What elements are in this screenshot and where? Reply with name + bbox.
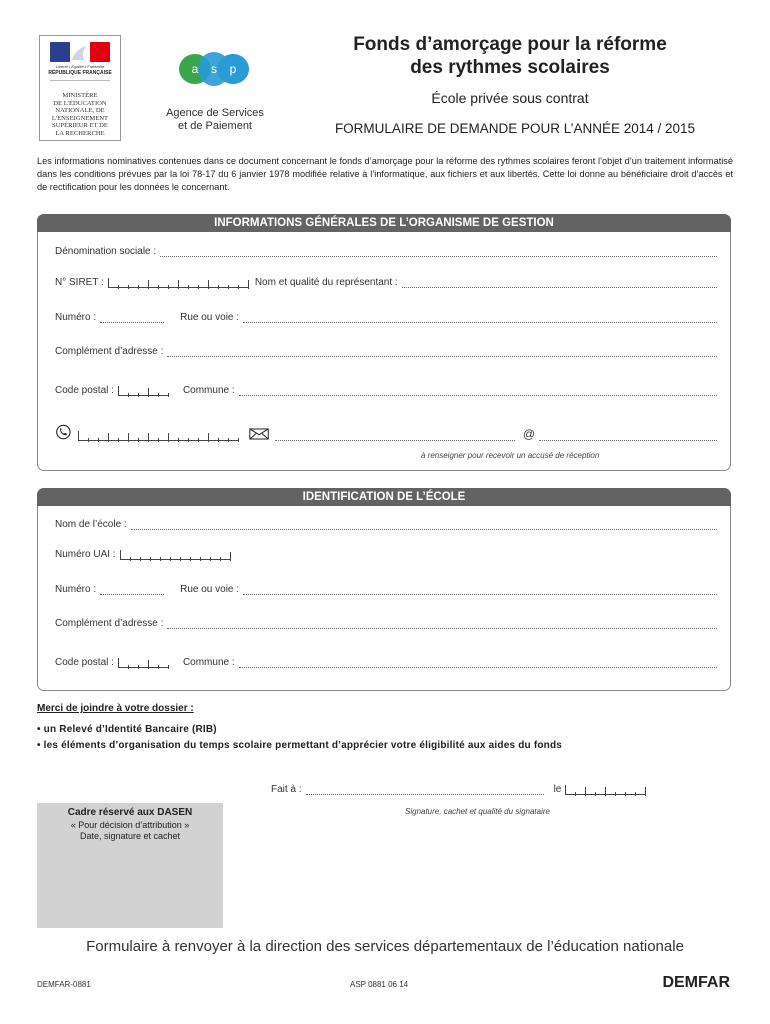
nom-ecole-field[interactable] bbox=[131, 519, 717, 530]
address-row bbox=[55, 584, 717, 595]
fait-row bbox=[271, 784, 691, 795]
commune-field[interactable] bbox=[239, 385, 717, 396]
ministry-line: DE L'ÉDUCATION bbox=[53, 99, 107, 107]
siret-label: N° SIRET : bbox=[55, 277, 104, 288]
nom-ecole-label: Nom de l’école : bbox=[55, 519, 127, 530]
rf-name: RÉPUBLIQUE FRANÇAISE bbox=[48, 70, 112, 76]
postal-row bbox=[55, 657, 717, 668]
title-line: des rythmes scolaires bbox=[410, 57, 610, 78]
dasen-title: Cadre réservé aux DASEN bbox=[67, 807, 193, 818]
commune-label: Commune : bbox=[182, 385, 235, 396]
section-ecole bbox=[37, 488, 731, 691]
rue-label: Rue ou voie : bbox=[180, 584, 240, 595]
numero-field[interactable] bbox=[100, 312, 164, 323]
code-postal-label: Code postal : bbox=[55, 657, 114, 668]
address-row bbox=[55, 312, 717, 323]
documents-title: Merci de joindre à votre dossier : bbox=[37, 703, 194, 714]
form-year-title: FORMULAIRE DE DEMANDE POUR L’ANNÉE 2014 / 2015 bbox=[334, 121, 696, 136]
document-item-rib: • un Relevé d’Identité Bancaire (RIB) bbox=[37, 724, 217, 735]
contact-row bbox=[55, 423, 717, 441]
at-sign: @ bbox=[522, 427, 535, 441]
complement-row bbox=[55, 346, 717, 357]
rue-field[interactable] bbox=[243, 312, 717, 323]
page-title bbox=[330, 33, 690, 79]
section-title: INFORMATIONS GÉNÉRALES DE L’ORGANISME DE GESTION bbox=[37, 214, 731, 232]
ministry-line: MINISTÈRE bbox=[62, 92, 98, 99]
siret-boxes[interactable] bbox=[108, 278, 249, 288]
nom-ecole-row bbox=[55, 519, 717, 530]
title-line: Fonds d’amorçage pour la réforme bbox=[353, 34, 667, 55]
footer-center: ASP 0881 06 14 bbox=[350, 980, 409, 989]
numero-field[interactable] bbox=[100, 584, 164, 595]
asp-letter: p bbox=[229, 62, 237, 76]
representant-label: Nom et qualité du représentant : bbox=[254, 277, 398, 288]
rue-label: Rue ou voie : bbox=[180, 312, 240, 323]
footer-left: DEMFAR-0881 bbox=[37, 980, 91, 989]
complement-label: Complément d’adresse : bbox=[55, 618, 164, 629]
fait-label: Fait à : bbox=[271, 784, 302, 795]
phone-icon bbox=[55, 423, 72, 441]
ministry-line: SUPÉRIEUR ET DE bbox=[52, 122, 108, 130]
school-type: École privée sous contrat bbox=[431, 90, 589, 106]
fait-field[interactable] bbox=[306, 784, 544, 795]
asp-name-line: Agence de Services bbox=[166, 107, 264, 119]
denomination-row bbox=[55, 246, 717, 257]
code-postal-boxes[interactable] bbox=[118, 386, 169, 396]
ministry-line: NATIONALE, DE bbox=[55, 107, 105, 115]
numero-label: Numéro : bbox=[55, 584, 97, 595]
le-label: le bbox=[553, 784, 562, 795]
asp-name bbox=[150, 107, 280, 133]
document-item-organisation: • les éléments d’organisation du temps scolaire permettant d’apprécier votre éligibilité aux aides du fonds bbox=[37, 740, 563, 751]
email-note: à renseigner pour recevoir un accusé de réception bbox=[421, 451, 600, 460]
footer-right: DEMFAR bbox=[662, 974, 730, 991]
dasen-line: Date, signature et cachet bbox=[79, 831, 181, 841]
complement-label: Complément d’adresse : bbox=[55, 346, 164, 357]
numero-label: Numéro : bbox=[55, 312, 97, 323]
section-organisme bbox=[37, 214, 731, 471]
return-instruction: Formulaire à renvoyer à la direction des services départementaux de l’éducation nationale bbox=[86, 938, 684, 955]
uai-label: Numéro UAI : bbox=[55, 549, 116, 560]
mail-icon bbox=[249, 427, 269, 441]
privacy-notice: Les informations nominatives contenues dans ce document concernant le fonds d’amorçage pour la réforme des rythmes scolaires feront l’objet d’un traitement informatisé dans les conditions prévues par la loi 78-17 du 6 janvier 1978 modifiée relative à l’informatique, aux fichiers et aux libertés. Cette loi donne au bénéficiaire droit d’accès et de rectification pour les données le concernant. bbox=[37, 156, 733, 192]
rue-field[interactable] bbox=[243, 584, 717, 595]
ministry-name bbox=[44, 92, 116, 138]
complement-field[interactable] bbox=[167, 618, 717, 629]
asp-letter: s bbox=[211, 62, 217, 76]
dasen-line: « Pour décision d’attribution » bbox=[70, 820, 190, 830]
denomination-label: Dénomination sociale : bbox=[55, 246, 157, 257]
email-domain-field[interactable] bbox=[539, 430, 717, 441]
asp-name-line: et de Paiement bbox=[178, 120, 252, 132]
code-postal-boxes[interactable] bbox=[118, 658, 169, 668]
marianne-flag-icon bbox=[50, 42, 110, 62]
denomination-field[interactable] bbox=[160, 246, 717, 257]
asp-letter: a bbox=[191, 62, 199, 76]
email-user-field[interactable] bbox=[275, 430, 515, 441]
ministry-logo bbox=[39, 35, 121, 141]
code-postal-label: Code postal : bbox=[55, 385, 114, 396]
asp-logo-icon bbox=[178, 49, 250, 89]
phone-boxes[interactable] bbox=[78, 431, 239, 441]
uai-boxes[interactable] bbox=[120, 550, 231, 560]
rf-motto: Liberté • Égalité • Fraternité bbox=[55, 64, 105, 69]
ministry-line: L'ENSEIGNEMENT bbox=[51, 114, 109, 122]
ministry-line: LA RECHERCHE bbox=[55, 129, 105, 137]
representant-field[interactable] bbox=[402, 277, 717, 288]
complement-field[interactable] bbox=[167, 346, 717, 357]
postal-row bbox=[55, 385, 717, 396]
uai-row bbox=[55, 549, 717, 560]
commune-field[interactable] bbox=[239, 657, 717, 668]
commune-label: Commune : bbox=[182, 657, 235, 668]
section-title: IDENTIFICATION DE L’ÉCOLE bbox=[37, 488, 731, 506]
date-boxes[interactable] bbox=[565, 785, 646, 795]
divider bbox=[50, 80, 110, 81]
siret-row bbox=[55, 277, 717, 288]
dasen-box bbox=[37, 803, 223, 928]
dasen-subtitle bbox=[37, 820, 223, 842]
signature-caption: Signature, cachet et qualité du signataire bbox=[405, 807, 550, 816]
complement-row bbox=[55, 618, 717, 629]
